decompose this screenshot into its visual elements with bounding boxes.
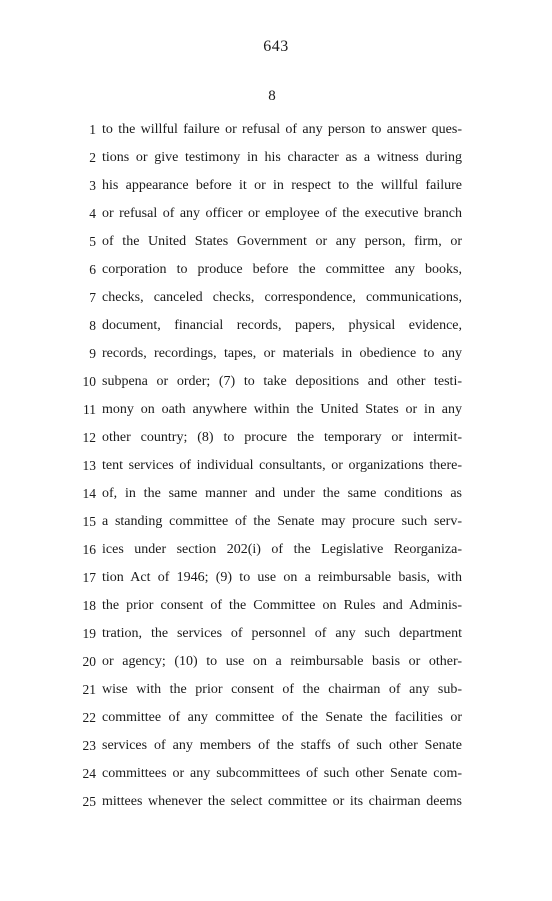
line-text: tent services of individual consultants, or organizations there- [102, 458, 462, 473]
line-text: mittees whenever the select committee or its chairman deems [102, 794, 462, 809]
text-line [0, 144, 552, 172]
text-line [0, 620, 552, 648]
line-text: committee of any committee of the Senate the facilities or [102, 710, 462, 725]
text-line [0, 228, 552, 256]
line-number: 20 [82, 654, 96, 669]
line-number: 8 [89, 318, 96, 333]
text-line [0, 480, 552, 508]
line-number: 11 [83, 402, 96, 417]
text-line [0, 424, 552, 452]
line-text: mony on oath anywhere within the United States or in any [102, 402, 462, 417]
line-number: 25 [82, 794, 96, 809]
line-number: 2 [89, 150, 96, 165]
line-number: 21 [82, 682, 96, 697]
text-line [0, 368, 552, 396]
line-number: 3 [89, 178, 96, 193]
line-text: his appearance before it or in respect to the willful failure [102, 178, 462, 193]
line-number: 1 [89, 122, 96, 137]
line-number: 9 [89, 346, 96, 361]
text-line [0, 592, 552, 620]
text-line [0, 340, 552, 368]
line-number: 14 [82, 486, 96, 501]
line-text: subpena or order; (7) to take depositions and other testi- [102, 374, 462, 389]
line-number: 10 [82, 374, 96, 389]
line-number: 7 [89, 290, 96, 305]
line-text: other country; (8) to procure the temporary or intermit- [102, 430, 462, 445]
line-text: records, recordings, tapes, or materials in obedience to any [102, 346, 462, 361]
line-number: 16 [82, 542, 96, 557]
line-text: checks, canceled checks, correspondence, communications, [102, 290, 462, 305]
line-text: document, financial records, papers, physical evidence, [102, 318, 462, 333]
text-line [0, 396, 552, 424]
text-line [0, 564, 552, 592]
text-line [0, 648, 552, 676]
text-line [0, 116, 552, 144]
line-number: 5 [89, 234, 96, 249]
line-number: 18 [82, 598, 96, 613]
text-line [0, 760, 552, 788]
text-line [0, 732, 552, 760]
line-text: ices under section 202(i) of the Legislative Reorganiza- [102, 542, 462, 557]
document-body [0, 116, 552, 816]
text-line [0, 676, 552, 704]
line-text: of the United States Government or any person, firm, or [102, 234, 462, 249]
line-text: or agency; (10) to use on a reimbursable basis or other- [102, 654, 462, 669]
text-line [0, 788, 552, 816]
text-line [0, 284, 552, 312]
section-number: 8 [268, 88, 276, 104]
text-line [0, 536, 552, 564]
line-text: committees or any subcommittees of such other Senate com- [102, 766, 462, 781]
line-number: 6 [89, 262, 96, 277]
line-text: wise with the prior consent of the chairman of any sub- [102, 682, 462, 697]
text-line [0, 452, 552, 480]
line-number: 24 [82, 766, 96, 781]
line-text: or refusal of any officer or employee of the executive branch [102, 206, 462, 221]
text-line [0, 256, 552, 284]
text-line [0, 704, 552, 732]
line-text: to the willful failure or refusal of any person to answer ques- [102, 122, 462, 137]
line-number: 23 [82, 738, 96, 753]
line-number: 12 [82, 430, 96, 445]
text-line [0, 312, 552, 340]
line-text: the prior consent of the Committee on Rules and Adminis- [102, 598, 462, 613]
line-number: 22 [82, 710, 96, 725]
text-line [0, 200, 552, 228]
line-text: a standing committee of the Senate may procure such serv- [102, 514, 462, 529]
line-number: 17 [82, 570, 96, 585]
text-line [0, 508, 552, 536]
line-text: tration, the services of personnel of any such department [102, 626, 462, 641]
line-text: tion Act of 1946; (9) to use on a reimbursable basis, with [102, 570, 462, 585]
line-text: tions or give testimony in his character as a witness during [102, 150, 462, 165]
page-number: 643 [263, 38, 289, 55]
line-text: services of any members of the staffs of such other Senate [102, 738, 462, 753]
line-number: 19 [82, 626, 96, 641]
line-text: corporation to produce before the committee any books, [102, 262, 462, 277]
line-text: of, in the same manner and under the same conditions as [102, 486, 462, 501]
line-number: 15 [82, 514, 96, 529]
line-number: 13 [82, 458, 96, 473]
text-line [0, 172, 552, 200]
line-number: 4 [89, 206, 96, 221]
